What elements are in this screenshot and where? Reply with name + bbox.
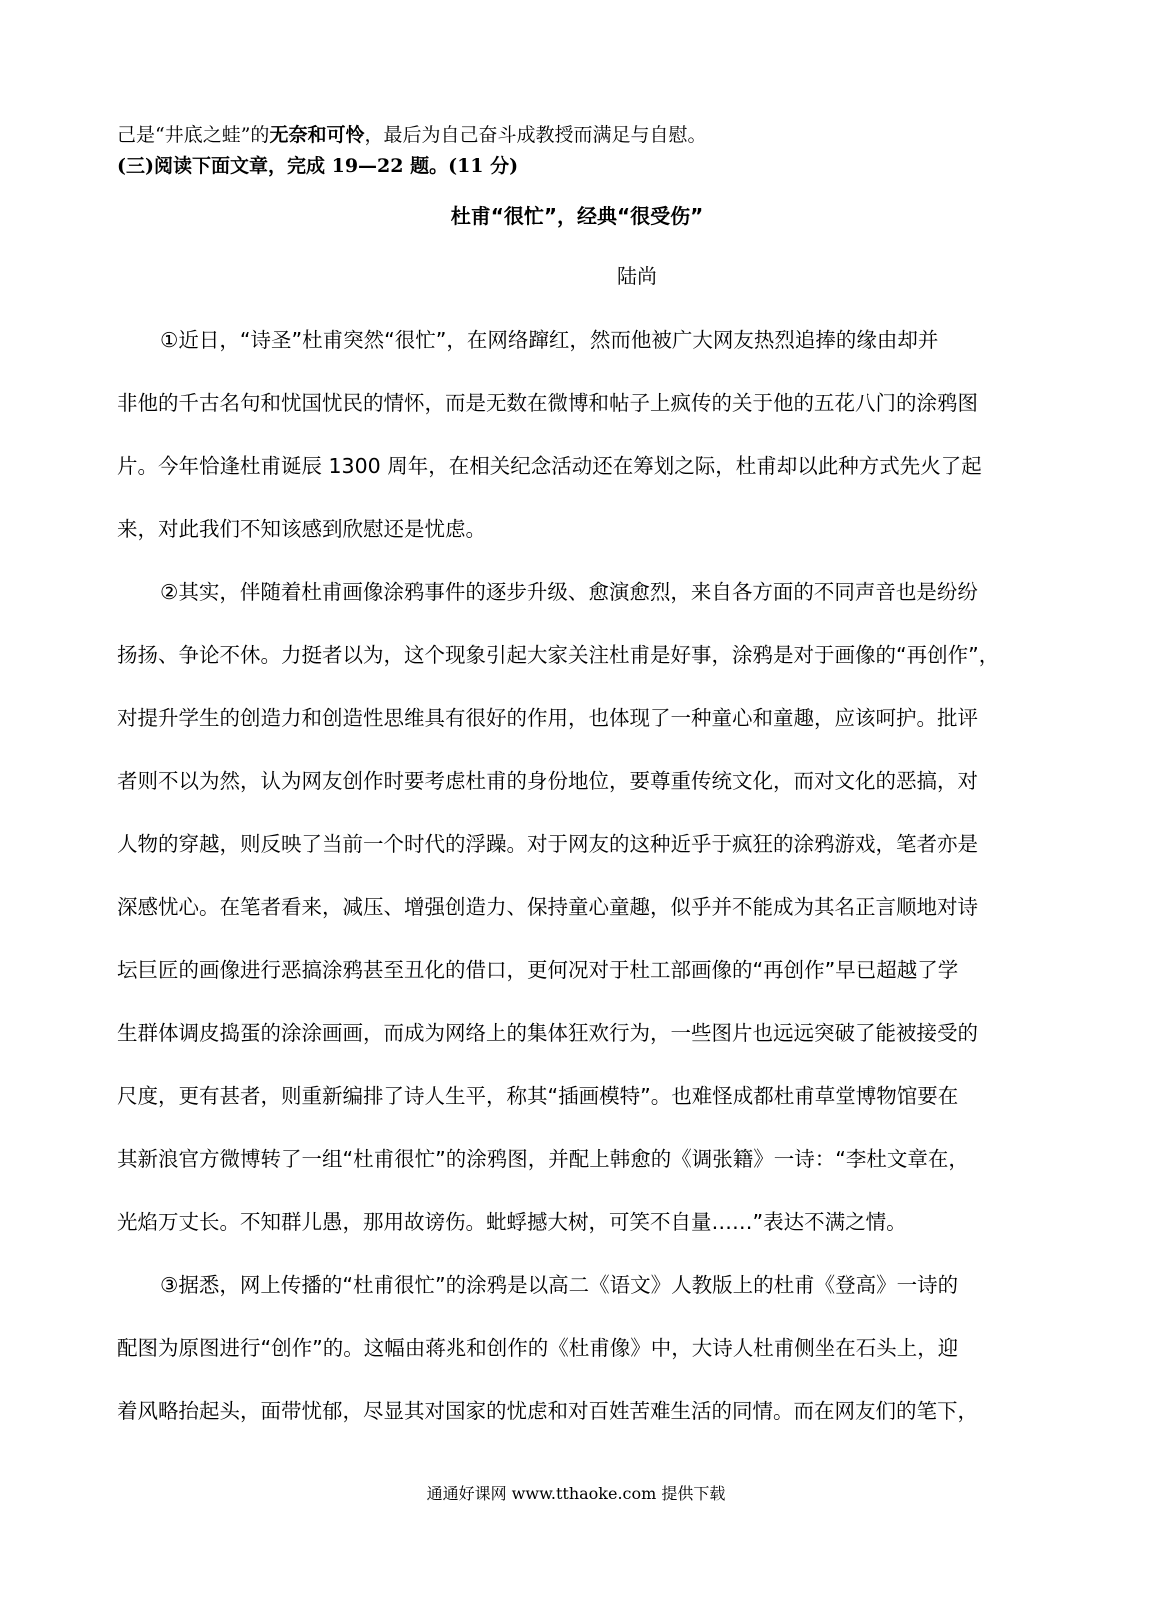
paragraph-line: 着风略抬起头，面带忧郁，尽显其对国家的忧虑和对百姓苦难生活的同情。而在网友们的笔下，	[117, 1399, 978, 1423]
paragraph-line: 深感忧心。在笔者看来，减压、增强创造力、保持童心童趣，似乎并不能成为其名正言顺地对诗	[117, 895, 978, 919]
section-heading: (三)阅读下面文章，完成 19—22 题。(11 分)	[117, 155, 519, 177]
paragraph-line: ②其实，伴随着杜甫画像涂鸦事件的逐步升级、愈演愈烈，来自各方面的不同声音也是纷纷	[160, 580, 978, 604]
paragraph-line: ①近日，“诗圣”杜甫突然“很忙”，在网络蹿红，然而他被广大网友热烈追捧的缘由却并	[160, 328, 939, 352]
paragraph-line: 对提升学生的创造力和创造性思维具有很好的作用，也体现了一种童心和童趣，应该呵护。批评	[117, 706, 978, 730]
paragraph-line: 来，对此我们不知该感到欣慰还是忧虑。	[117, 517, 486, 541]
paragraph-line: 其新浪官方微博转了一组“杜甫很忙”的涂鸦图，并配上韩愈的《调张籍》一诗：“李杜文章在，	[117, 1147, 969, 1171]
page-footer: 通通好课网 www.tthaoke.com 提供下载	[426, 1484, 726, 1503]
paragraph-line: 尺度，更有甚者，则重新编排了诗人生平，称其“插画模特”。也难怪成都杜甫草堂博物馆要在	[117, 1084, 959, 1108]
intro-line	[117, 118, 1037, 152]
paragraph-line: 扬扬、争论不休。力挺者以为，这个现象引起大家关注杜甫是好事，涂鸦是对于画像的“再创作”，	[117, 643, 1000, 667]
article-author: 陆尚	[617, 264, 657, 288]
paragraph-line: 配图为原图进行“创作”的。这幅由蒋兆和创作的《杜甫像》中，大诗人杜甫侧坐在石头上，迎	[117, 1336, 959, 1360]
paragraph-line: 者则不以为然，认为网友创作时要考虑杜甫的身份地位，要尊重传统文化，而对文化的恶搞，对	[117, 769, 978, 793]
paragraph-line: 光焰万丈长。不知群儿愚，那用故谤伤。蚍蜉撼大树，可笑不自量……”表达不满之情。	[117, 1210, 907, 1234]
intro-bold: 无奈和可怜	[269, 124, 365, 146]
intro-suffix: ，最后为自己奋斗成教授而满足与自慰。	[364, 124, 707, 146]
paragraph-line: 片。今年恰逢杜甫诞辰 1300 周年，在相关纪念活动还在筹划之际，杜甫却以此种方式先火了起	[117, 454, 982, 478]
paragraph-line: 生群体调皮捣蛋的涂涂画画，而成为网络上的集体狂欢行为，一些图片也远远突破了能被接受的	[117, 1021, 978, 1045]
article-body	[117, 316, 1007, 1450]
paragraph-line: 坛巨匠的画像进行恶搞涂鸦甚至丑化的借口，更何况对于杜工部画像的“再创作”早已超越了学	[117, 958, 959, 982]
paragraph-line: 非他的千古名句和忧国忧民的情怀，而是无数在微博和帖子上疯传的关于他的五花八门的涂鸦图	[117, 391, 978, 415]
paragraph-line: 人物的穿越，则反映了当前一个时代的浮躁。对于网友的这种近乎于疯狂的涂鸦游戏，笔者亦是	[117, 832, 978, 856]
article-title: 杜甫“很忙”，经典“很受伤”	[450, 204, 704, 228]
paragraph-line: ③据悉，网上传播的“杜甫很忙”的涂鸦是以高二《语文》人教版上的杜甫《登高》一诗的	[160, 1273, 959, 1297]
intro-prefix: 己是“井底之蛙”的	[117, 124, 270, 146]
